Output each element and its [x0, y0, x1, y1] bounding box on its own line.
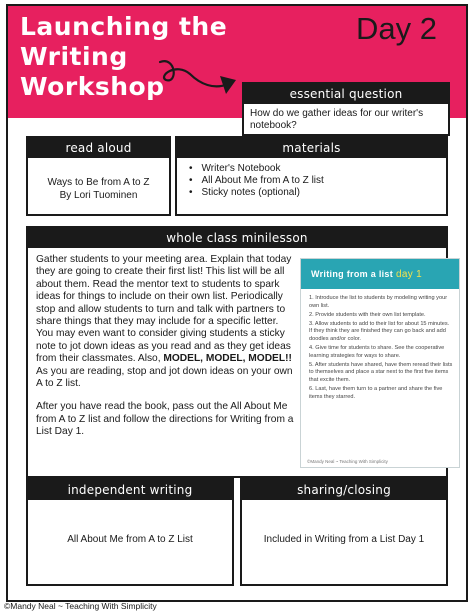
- materials-header: materials: [177, 138, 446, 158]
- card-step: 2. Provide students with their own list template.: [309, 311, 426, 318]
- minilesson-emphasis: MODEL, MODEL, MODEL!!: [163, 353, 292, 365]
- minilesson-text: As you are reading, stop and jot down ideas on your own A to Z list.: [36, 365, 293, 390]
- card-title: Writing from a list: [311, 269, 394, 279]
- materials-box: [175, 136, 448, 216]
- minilesson-paragraph-1: [36, 254, 294, 390]
- read-aloud-box: [26, 136, 171, 216]
- copyright-footer: ©Mandy Neal ~ Teaching With Simplicity: [4, 601, 157, 611]
- materials-item: • Writer's Notebook: [189, 163, 446, 175]
- independent-writing-box: [26, 478, 234, 586]
- book-author: By Lori Tuominen: [59, 190, 138, 201]
- card-step: 5. After students have shared, have them reread their lists to themselves and place a star next to the first five items that excite them.: [309, 361, 453, 383]
- card-step: 6. Last, have them turn to a partner and share the five items they starred.: [309, 386, 443, 400]
- card-step: 4. Give time for students to share. See the cooperative learning strategies for ways to share.: [309, 345, 445, 359]
- sharing-closing-text: Included in Writing from a List Day 1: [263, 534, 425, 545]
- read-aloud-text: [28, 158, 169, 202]
- card-footer: ©Mandy Neal ~ Teaching With Simplicity: [307, 459, 388, 464]
- card-step: 1. Introduce the list to students by modeling writing your own list.: [309, 295, 448, 309]
- card-step: 3. Allow students to add to their list for about 15 minutes. If they think they are finished they can go back and add doodles and/or color.: [309, 320, 450, 342]
- independent-writing-text: All About Me from A to Z List: [67, 534, 193, 545]
- essential-question-text: How do we gather ideas for our writer's notebook?: [250, 108, 424, 131]
- card-day: day 1: [396, 269, 423, 280]
- sharing-closing-header: sharing/closing: [242, 480, 446, 500]
- read-aloud-header: read aloud: [28, 138, 169, 158]
- card-header: [301, 259, 459, 289]
- minilesson-box: [26, 226, 453, 478]
- sharing-closing-box: [240, 478, 448, 586]
- minilesson-header: whole class minilesson: [28, 228, 446, 248]
- materials-item: • All About Me from A to Z list: [189, 175, 446, 187]
- independent-writing-header: independent writing: [28, 480, 232, 500]
- book-title: Ways to Be from A to Z: [47, 177, 150, 188]
- card-steps: [301, 289, 459, 401]
- writing-from-list-card: [300, 258, 460, 468]
- minilesson-paragraph-2: After you have read the book, pass out the All About Me from A to Z list and follow the directions for Writing from a List Day 1.: [36, 401, 294, 438]
- day-label: Day 2: [356, 11, 437, 46]
- arrow-doodle-icon: [156, 54, 246, 110]
- title-line-1: Launching the Writing: [20, 12, 228, 71]
- title-line-2: Workshop: [20, 72, 165, 101]
- materials-list: [177, 158, 446, 199]
- materials-item: • Sticky notes (optional): [189, 187, 446, 199]
- essential-question-header: essential question: [244, 84, 448, 104]
- minilesson-body: [36, 254, 294, 439]
- essential-question-box: [242, 82, 450, 136]
- minilesson-text: Gather students to your meeting area. Explain that today they are going to create their first list! This list will be all about them. Read the mentor text to students to spark ideas for things to include on their own list. Periodically stop and allow students to turn and talk with partners to share things that they may include for a specific letter. You may even want to consider giving students a sticky note to jot down ideas as you read and as they get ideas from their classmates. Also,: [36, 254, 292, 365]
